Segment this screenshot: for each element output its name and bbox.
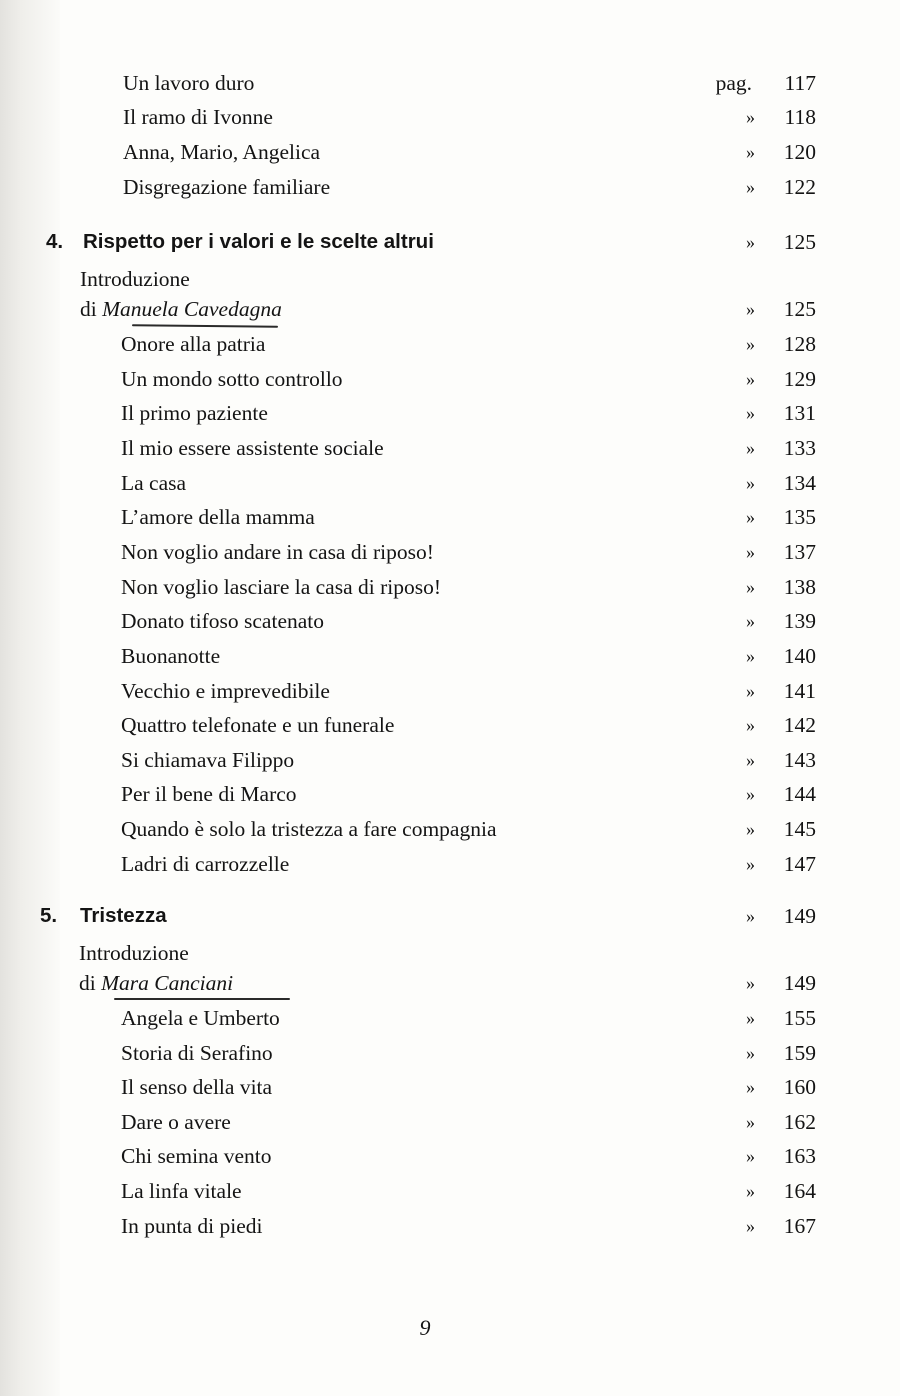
toc-entry (0, 66, 900, 100)
entry-title: Vecchio e imprevedibile (121, 678, 330, 703)
toc-entry (0, 777, 900, 811)
entry-page-number: 129 (783, 366, 816, 391)
entry-title: Onore alla patria (121, 332, 266, 356)
toc-entry (0, 708, 900, 742)
chapter-page-number: 125 (783, 230, 816, 254)
ditto-mark: » (746, 507, 755, 528)
ditto-mark: » (746, 177, 755, 197)
chapter-title: Tristezza (80, 904, 167, 927)
intro-author: Manuela Cavedagna (102, 297, 282, 321)
entry-page-number: 120 (783, 140, 816, 164)
entry-page-number: 143 (783, 747, 816, 772)
ditto-mark: » (746, 107, 755, 127)
ditto-mark: » (746, 1042, 755, 1063)
entry-title: Il mio essere assistente sociale (121, 435, 384, 460)
intro-author-row (0, 292, 900, 326)
intro-author: Mara Canciani (101, 971, 234, 995)
toc-entry (0, 743, 900, 777)
entry-page-number: 142 (783, 713, 816, 738)
toc-entry (0, 847, 900, 881)
intro-by: di (79, 971, 96, 995)
toc-entry (0, 1036, 900, 1070)
toc-entry (0, 327, 900, 361)
entry-page-number: 135 (783, 505, 816, 530)
entry-title: Dare o avere (121, 1109, 231, 1134)
entry-page-number: 155 (783, 1006, 816, 1030)
entry-page-number: 134 (783, 470, 816, 495)
entry-page-number: 141 (783, 678, 816, 703)
ditto-mark: » (746, 541, 755, 562)
entry-page-number: 163 (783, 1144, 816, 1169)
toc-entry (0, 1209, 900, 1243)
entry-title: Chi semina vento (121, 1144, 272, 1169)
toc-entry (0, 535, 900, 569)
ditto-mark: » (746, 973, 755, 993)
entry-title: L’amore della mamma (121, 505, 315, 530)
toc-entry (0, 604, 900, 638)
entry-page-number: 118 (784, 105, 816, 129)
ditto-mark: » (746, 472, 755, 493)
intro-author-line (79, 966, 233, 1000)
ditto-mark: » (746, 403, 755, 424)
toc-entry (0, 674, 900, 708)
handwritten-underline (114, 998, 290, 1000)
entry-title: Si chiamava Filippo (121, 747, 295, 772)
entry-page-number: 164 (783, 1179, 816, 1203)
entry-title: Un mondo sotto controllo (121, 366, 343, 391)
entry-page-number: 167 (783, 1213, 816, 1238)
entry-page-number: 145 (783, 817, 816, 842)
intro-label: Introduzione (79, 941, 189, 965)
entry-title: Disgregazione familiare (123, 175, 331, 199)
toc-entry (0, 135, 900, 169)
entry-page-number: 149 (783, 971, 816, 995)
entry-page-prefix: pag. (715, 71, 752, 95)
ditto-mark: » (746, 1181, 755, 1201)
intro-by: di (80, 297, 97, 321)
entry-title: Quattro telefonate e un funerale (121, 713, 395, 738)
toc-entry (0, 1174, 900, 1208)
toc-entry (0, 812, 900, 846)
toc-entry (0, 1001, 900, 1035)
entry-page-number: 137 (783, 539, 816, 564)
entry-page-number: 140 (783, 643, 816, 668)
ditto-mark: » (746, 906, 755, 926)
toc-entry (0, 1070, 900, 1104)
chapter-number: 5. (40, 904, 58, 927)
entry-title: Quando è solo la tristezza a fare compagnia (121, 817, 497, 842)
entry-title: La linfa vitale (121, 1179, 242, 1203)
entry-title: Donato tifoso scatenato (121, 609, 325, 634)
entry-title: La casa (121, 470, 187, 495)
ditto-mark: » (746, 645, 755, 666)
toc-entry (0, 466, 900, 500)
entry-page-number: 144 (783, 782, 816, 807)
toc-entry (0, 639, 900, 673)
entry-title: Ladri di carrozzelle (121, 851, 290, 876)
ditto-mark: » (746, 784, 755, 805)
ditto-mark: » (746, 680, 755, 701)
entry-page-number: 147 (783, 851, 816, 876)
chapter-number: 4. (46, 230, 64, 253)
entry-title: Per il bene di Marco (121, 782, 297, 807)
entry-page-number: 125 (783, 297, 816, 321)
ditto-mark: » (746, 1215, 755, 1236)
toc-entry (0, 362, 900, 396)
intro-author-line (80, 292, 282, 326)
toc-entry (0, 1139, 900, 1173)
page-number-folio: 9 (419, 1315, 431, 1340)
entry-page-number: 138 (783, 574, 816, 599)
entry-page-number: 133 (783, 435, 816, 460)
toc-entry (0, 170, 900, 204)
ditto-mark: » (746, 368, 755, 389)
ditto-mark: » (746, 334, 755, 354)
ditto-mark: » (746, 1146, 755, 1167)
chapter-heading (0, 899, 900, 933)
ditto-mark: » (746, 749, 755, 770)
entry-page-number: 131 (783, 401, 816, 426)
entry-title: Non voglio lasciare la casa di riposo! (121, 574, 442, 599)
entry-page-number: 122 (783, 175, 816, 199)
entry-page-number: 128 (783, 332, 816, 356)
toc-entry (0, 431, 900, 465)
entry-title: Buonanotte (121, 643, 221, 668)
chapter-heading (0, 225, 900, 259)
ditto-mark: » (746, 611, 755, 632)
ditto-mark: » (746, 1008, 755, 1028)
entry-title: Anna, Mario, Angelica (123, 140, 321, 164)
chapter-page-number: 149 (783, 904, 816, 928)
entry-title: Non voglio andare in casa di riposo! (121, 539, 434, 564)
entry-page-number: 160 (783, 1075, 816, 1100)
chapter-title: Rispetto per i valori e le scelte altrui (83, 230, 434, 253)
ditto-mark: » (746, 437, 755, 458)
intro-label: Introduzione (80, 267, 190, 291)
entry-page-number: 159 (783, 1040, 816, 1065)
intro-label-row (0, 936, 900, 970)
entry-title: Angela e Umberto (121, 1006, 280, 1030)
toc-entry (0, 100, 900, 134)
ditto-mark: » (746, 715, 755, 736)
toc-entry (0, 570, 900, 604)
intro-author-row (0, 966, 900, 1000)
ditto-mark: » (746, 853, 755, 874)
entry-title: Storia di Serafino (121, 1040, 273, 1065)
entry-title: Il primo paziente (121, 401, 268, 426)
entry-title: Il ramo di Ivonne (123, 105, 273, 129)
intro-label-row (0, 262, 900, 296)
entry-page-number: 117 (784, 71, 816, 95)
toc-entry (0, 1105, 900, 1139)
ditto-mark: » (746, 299, 755, 319)
toc-entry (0, 500, 900, 534)
ditto-mark: » (746, 576, 755, 597)
entry-title: In punta di piedi (121, 1213, 263, 1238)
entry-page-number: 162 (783, 1109, 816, 1134)
entry-title: Il senso della vita (121, 1075, 273, 1100)
ditto-mark: » (746, 1111, 755, 1132)
ditto-mark: » (746, 1077, 755, 1098)
ditto-mark: » (746, 819, 755, 840)
ditto-mark: » (746, 232, 755, 252)
ditto-mark: » (746, 142, 755, 162)
toc-entry (0, 396, 900, 430)
entry-page-number: 139 (783, 609, 816, 634)
entry-title: Un lavoro duro (123, 71, 255, 95)
